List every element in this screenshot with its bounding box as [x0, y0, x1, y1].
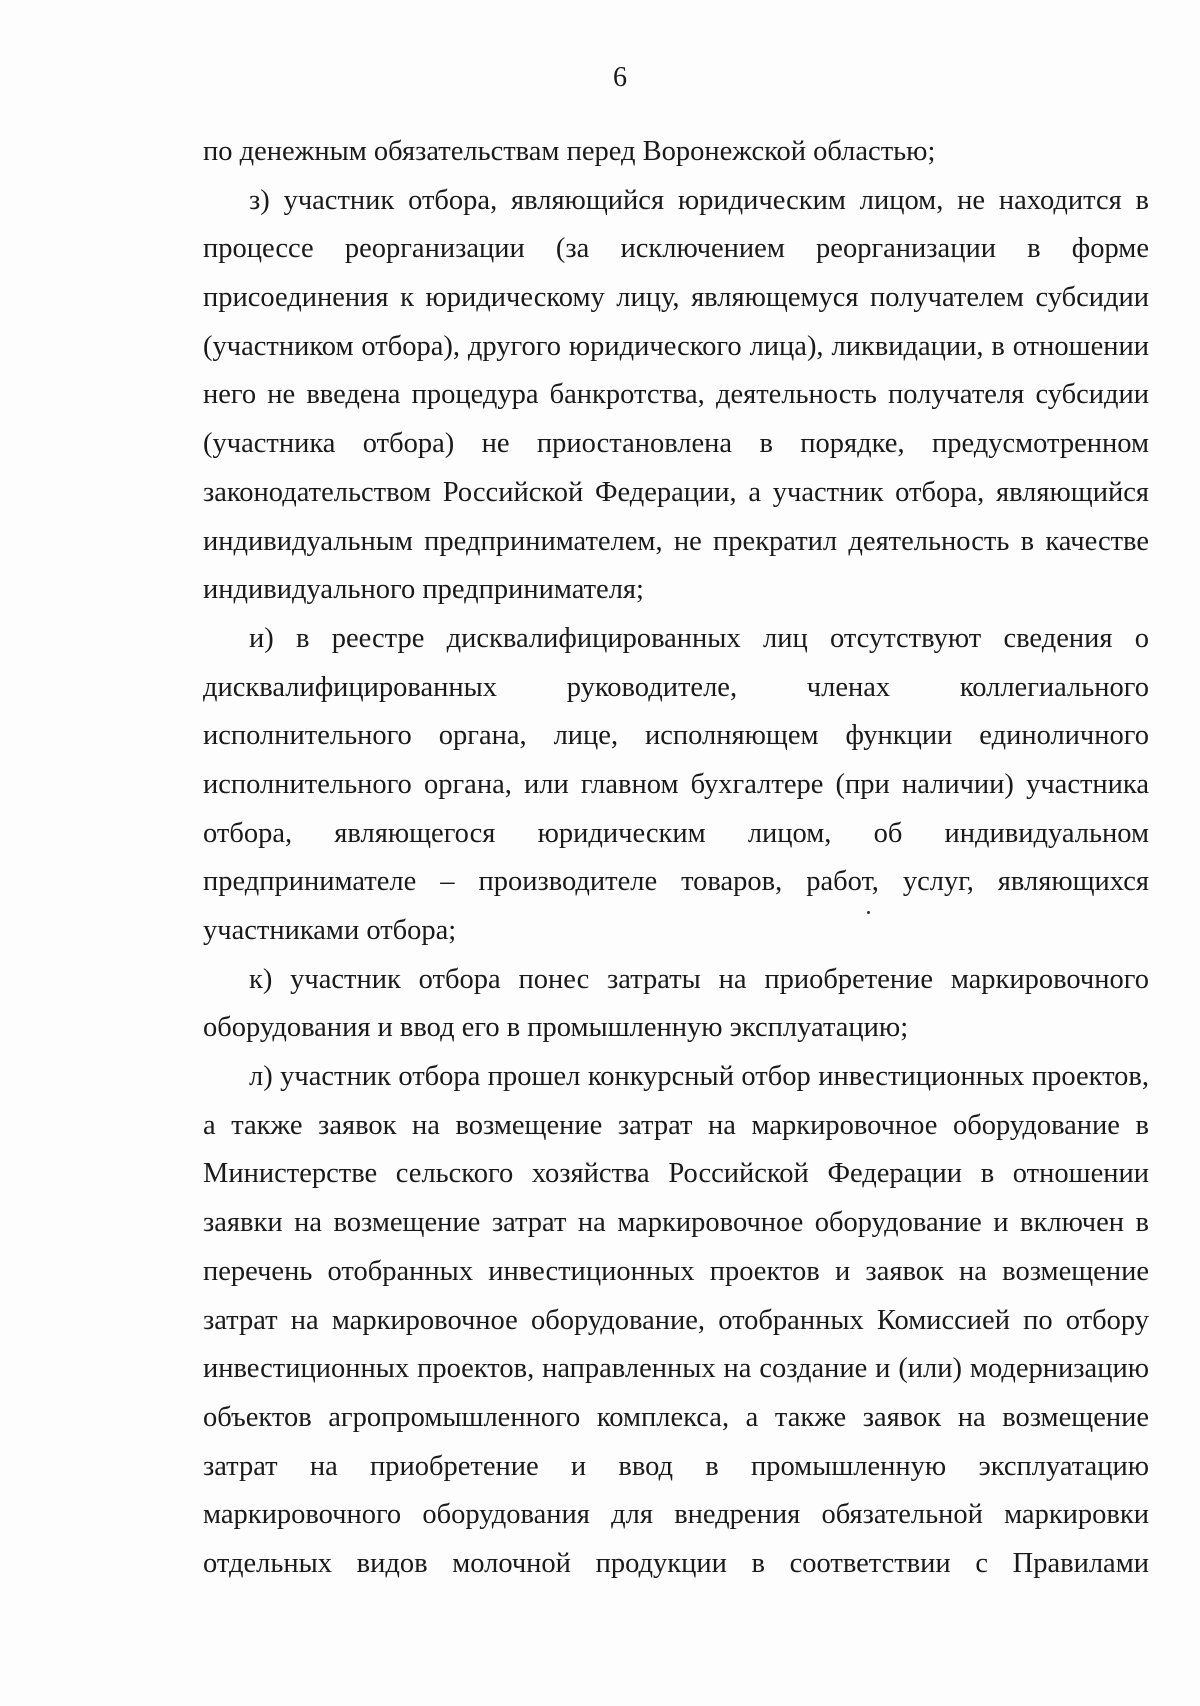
text-line: к) участник отбора понес затраты на приобретение маркировочного	[249, 963, 1149, 995]
text-line: затрат на приобретение и ввод в промышленную эксплуатацию	[203, 1450, 1149, 1482]
text-line: заявки на возмещение затрат на маркировочное оборудование и включен в	[203, 1207, 1149, 1239]
text-line: отбора, являющегося юридическим лицом, об индивидуальном	[203, 817, 1149, 849]
text-line: предпринимателе – производителе товаров, работ, услуг, являющихся	[203, 866, 1149, 898]
scan-speck	[867, 911, 870, 914]
text-line: (участника отбора) не приостановлена в порядке, предусмотренном	[203, 428, 1149, 460]
text-line: и) в реестре дисквалифицированных лиц отсутствуют сведения о	[249, 622, 1149, 654]
text-line: процессе реорганизации (за исключением реорганизации в форме	[203, 233, 1149, 265]
page-number: 6	[613, 62, 627, 93]
text-line: присоединения к юридическому лицу, являющемуся получателем субсидии	[203, 282, 1149, 314]
text-line: Министерстве сельского хозяйства Российской Федерации в отношении	[203, 1158, 1149, 1190]
text-line: (участником отбора), другого юридического лица), ликвидации, в отношении	[203, 330, 1149, 362]
text-line: л) участник отбора прошел конкурсный отбор инвестиционных проектов,	[249, 1061, 1149, 1093]
text-line: него не введена процедура банкротства, деятельность получателя субсидии	[203, 379, 1149, 411]
text-line: отдельных видов молочной продукции в соответствии с Правилами	[203, 1547, 1149, 1579]
text-line: затрат на маркировочное оборудование, отобранных Комиссией по отбору	[203, 1304, 1149, 1336]
text-line: исполнительного органа, или главном бухгалтере (при наличии) участника	[203, 768, 1149, 800]
text-line: оборудования и ввод его в промышленную эксплуатацию;	[203, 1012, 909, 1044]
paragraph-k	[203, 956, 1149, 1053]
paragraph-i	[203, 615, 1149, 956]
text-line: з) участник отбора, являющийся юридическим лицом, не находится в	[249, 184, 1149, 216]
text-line: по денежным обязательствам перед Воронежской областью;	[203, 136, 936, 167]
paragraph-z	[203, 177, 1149, 615]
text-line: исполнительного органа, лице, исполняющем функции единоличного	[203, 720, 1149, 752]
text-line: а также заявок на возмещение затрат на маркировочное оборудование в	[203, 1109, 1149, 1141]
text-line: законодательством Российской Федерации, а участник отбора, являющийся	[203, 476, 1149, 508]
text-line: инвестиционных проектов, направленных на создание и (или) модернизацию	[203, 1353, 1149, 1385]
text-line: перечень отобранных инвестиционных проектов и заявок на возмещение	[203, 1255, 1149, 1287]
text-line: индивидуального предпринимателя;	[203, 574, 644, 606]
text-line: объектов агропромышленного комплекса, а также заявок на возмещение	[203, 1401, 1149, 1433]
paragraph-continuation	[203, 128, 1149, 177]
paragraph-l	[203, 1053, 1149, 1589]
text-line: индивидуальным предпринимателем, не прекратил деятельность в качестве	[203, 525, 1149, 557]
document-body	[203, 128, 1149, 1589]
text-line: дисквалифицированных руководителе, членах коллегиального	[203, 671, 1149, 703]
text-line: маркировочного оборудования для внедрения обязательной маркировки	[203, 1499, 1149, 1531]
text-line: участниками отбора;	[203, 915, 457, 946]
